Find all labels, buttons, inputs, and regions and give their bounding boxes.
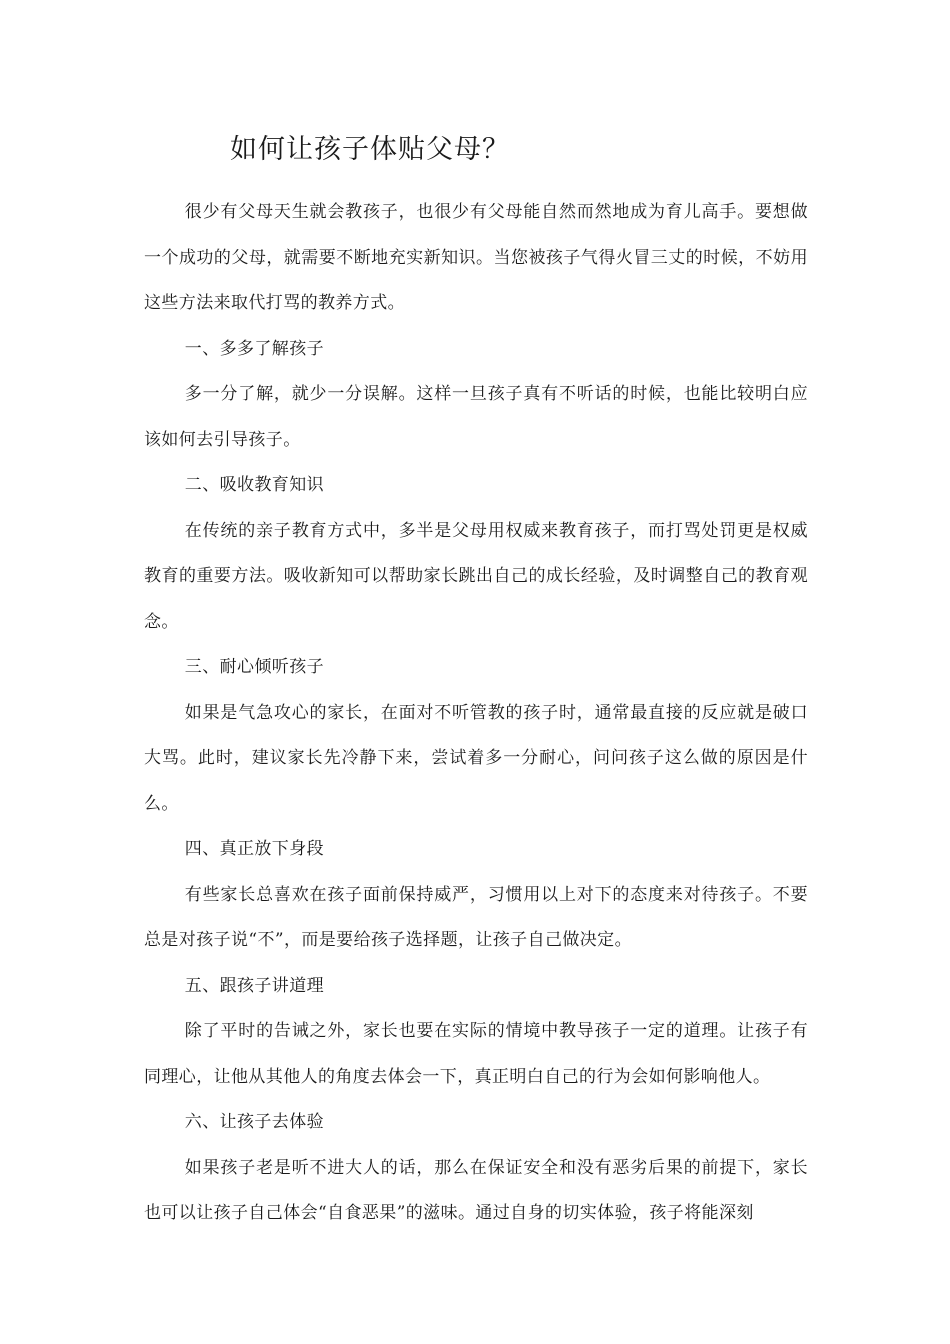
section-body-5: 除了平时的告诫之外，家长也要在实际的情境中教导孩子一定的道理。让孩子有同理心，让他从其他人的角度去体会一下，真正明白自己的行为会如何影响他人。 <box>144 1021 808 1087</box>
section-body-6: 如果孩子老是听不进大人的话，那么在保证安全和没有恶劣后果的前提下，家长也可以让孩子自己体会“自食恶果”的滋味。通过自身的切实体验，孩子将能深刻 <box>144 1157 808 1223</box>
intro-paragraph: 很少有父母天生就会教孩子，也很少有父母能自然而然地成为育儿高手。要想做一个成功的父母，就需要不断地充实新知识。当您被孩子气得火冒三丈的时候，不妨用这些方法来取代打骂的教养方式。 <box>144 202 808 313</box>
section-body-4: 有些家长总喜欢在孩子面前保持威严，习惯用以上对下的态度来对待孩子。不要总是对孩子说“不”，而是要给孩子选择题，让孩子自己做决定。 <box>144 884 808 950</box>
section-body-1: 多一分了解，就少一分误解。这样一旦孩子真有不听话的时候，也能比较明白应该如何去引导孩子。 <box>144 384 808 450</box>
section-heading-3: 三、耐心倾听孩子 <box>184 657 324 677</box>
document-body <box>144 190 808 1237</box>
section-body-2: 在传统的亲子教育方式中，多半是父母用权威来教育孩子，而打骂处罚更是权威教育的重要方法。吸收新知可以帮助家长跳出自己的成长经验，及时调整自己的教育观念。 <box>144 520 808 632</box>
section-heading-5: 五、跟孩子讲道理 <box>184 975 324 996</box>
section-heading-6: 六、让孩子去体验 <box>184 1112 324 1132</box>
document-title: 如何让孩子体贴父母？ <box>230 134 510 165</box>
section-body-3: 如果是气急攻心的家长，在面对不听管教的孩子时，通常最直接的反应就是破口大骂。此时，建议家长先冷静下来，尝试着多一分耐心，问问孩子这么做的原因是什么。 <box>144 702 808 814</box>
section-heading-1: 一、多多了解孩子 <box>184 338 324 359</box>
section-heading-2: 二、吸收教育知识 <box>184 475 324 495</box>
section-heading-4: 四、真正放下身段 <box>184 839 324 859</box>
